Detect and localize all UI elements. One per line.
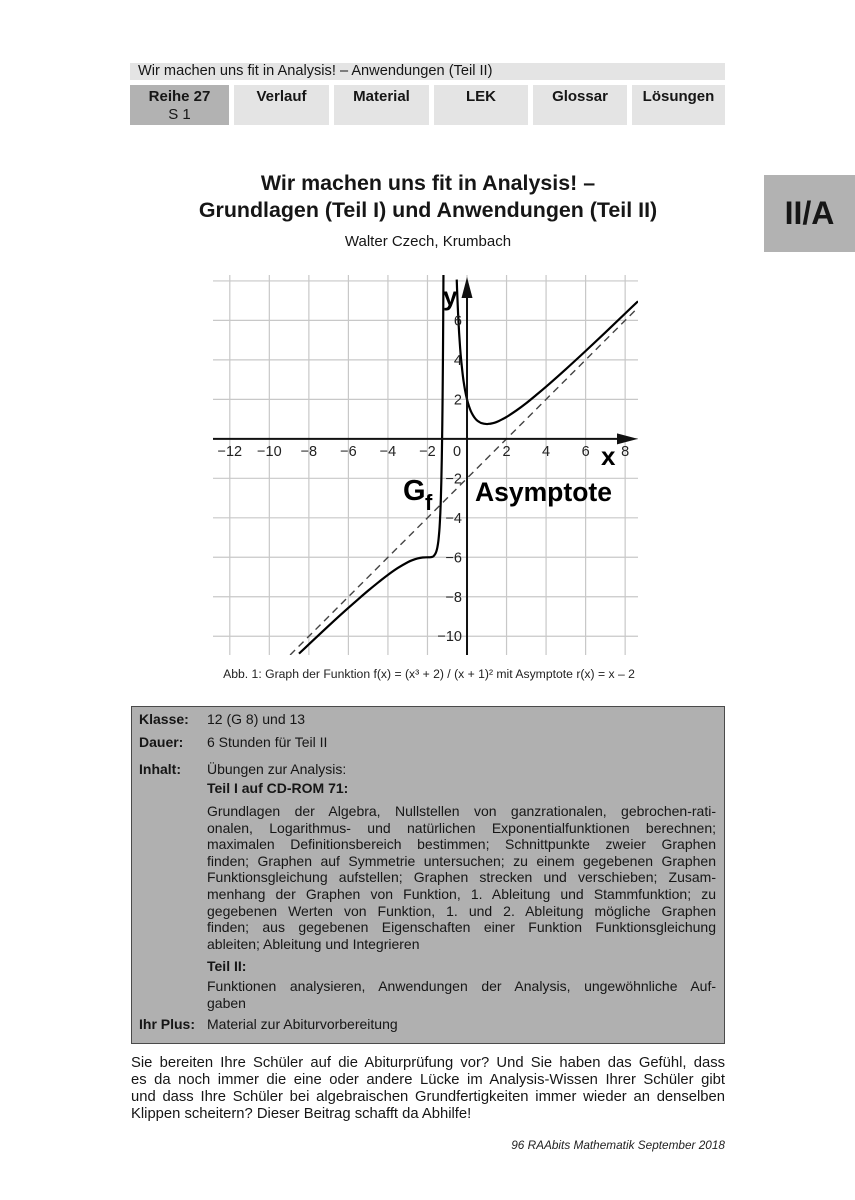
x-tick-label: 4 bbox=[542, 443, 551, 460]
nav-tab-reihe bbox=[130, 85, 229, 125]
intro-line: Sie bereiten Ihre Schüler auf die Abiturprüfung vor? Und Sie haben das Gefühl, dass bbox=[131, 1055, 725, 1071]
teil1-heading: Teil I auf CD-ROM 71: bbox=[207, 780, 349, 796]
y-tick-label: −8 bbox=[445, 589, 463, 606]
teil2-line: Funktionen analysieren, Anwendungen der Analysis, ungewöhnliche Auf- bbox=[207, 978, 716, 994]
teil1-line: menhang der Graphen von Funktion, 1. Ableitung und Stammfunktion; zu bbox=[207, 886, 716, 902]
info-box bbox=[131, 706, 725, 1044]
x-tick-label: −6 bbox=[340, 443, 357, 460]
teil1-line: ableiten; Ableitung und Integrieren bbox=[207, 935, 420, 952]
dauer-value: 6 Stunden für Teil II bbox=[207, 734, 328, 750]
nav-tab-reihe-label: Reihe 27 bbox=[148, 88, 211, 105]
x-tick-label: 6 bbox=[581, 443, 590, 460]
nav-tab-material-label: Material bbox=[353, 88, 410, 105]
asymptote-label: Asymptote bbox=[475, 477, 612, 507]
author: Walter Czech, Krumbach bbox=[344, 233, 512, 250]
y-tick-label: −6 bbox=[445, 550, 463, 567]
nav-tab-lek-label: LEK bbox=[466, 88, 496, 105]
x-tick-label: −4 bbox=[379, 443, 397, 460]
intro-line: Klippen scheitern? Dieser Beitrag schafft da Abhilfe! bbox=[131, 1106, 472, 1122]
x-tick-label: −10 bbox=[257, 443, 282, 460]
graph-label-subscript-f: f bbox=[425, 490, 433, 515]
x-tick-label: −12 bbox=[217, 443, 243, 460]
axes bbox=[213, 277, 638, 655]
teil1-line: finden; Graphen auf Symmetrie untersuchen; zu einem gegebenen Graphen bbox=[207, 852, 716, 869]
intro-line: und dass Ihre Schüler bei algebraischen Grundfertigkeiten immer wieder an denselben bbox=[131, 1089, 725, 1105]
klasse-value: 12 (G 8) und 13 bbox=[207, 711, 306, 727]
y-tick-label: −2 bbox=[445, 471, 463, 488]
x-tick-label: 2 bbox=[502, 443, 511, 460]
teil1-line: Funktionsgleichung aufstellen; Graphen strecken und verschieben; Zusam- bbox=[207, 869, 716, 886]
nav-tab-material[interactable] bbox=[334, 85, 429, 125]
teil1-line: finden; aus gegebenen Eigenschaften einer Funktion Funktionsgleichung bbox=[207, 919, 716, 936]
inhalt-value: Übungen zur Analysis: bbox=[207, 761, 347, 777]
graph-branch-right bbox=[457, 280, 638, 424]
klasse-label: Klasse: bbox=[139, 711, 189, 727]
dauer-label: Dauer: bbox=[139, 734, 184, 750]
graph-label-g: G bbox=[403, 475, 426, 507]
function-graph bbox=[200, 265, 650, 660]
running-title: Wir machen uns fit in Analysis! – Anwendungen (Teil II) bbox=[130, 63, 725, 80]
nav-tab-loesungen-label: Lösungen bbox=[642, 88, 715, 105]
nav-tab-verlauf[interactable] bbox=[234, 85, 329, 125]
y-tick-label: −4 bbox=[445, 510, 463, 527]
x-tick-label: −8 bbox=[300, 443, 318, 460]
x-axis-label: x bbox=[601, 441, 616, 471]
teil2-heading: Teil II: bbox=[207, 958, 247, 974]
y-axis-label: y bbox=[443, 281, 458, 311]
teil1-line: gegebenen Werten von Funktion, 1. und 2. Ableitung mögliche Graphen bbox=[207, 902, 716, 919]
plus-value: Material zur Abiturvorbereitung bbox=[207, 1016, 398, 1032]
teil2-line: gaben bbox=[207, 995, 246, 1011]
nav-tab-glossar[interactable] bbox=[533, 85, 627, 125]
nav-tab-reihe-page: S 1 bbox=[168, 106, 191, 123]
x-tick-label: 0 bbox=[452, 443, 462, 460]
page-title-line-2: Grundlagen (Teil I) und Anwendungen (Teil II) bbox=[198, 198, 658, 222]
teil1-line: maximalen Definitionsbereich bestimmen; Schnittpunkte zweier Graphen bbox=[207, 836, 716, 853]
footer-issue: 96 RAAbits Mathematik September 2018 bbox=[511, 1138, 725, 1152]
section-tab: II/A bbox=[764, 175, 855, 252]
figure-caption: Abb. 1: Graph der Funktion f(x) = (x³ + 2) / (x + 1)² mit Asymptote r(x) = x – 2 bbox=[223, 667, 635, 681]
inhalt-label: Inhalt: bbox=[139, 761, 181, 777]
nav-tab-glossar-label: Glossar bbox=[552, 88, 608, 105]
x-tick-label: −2 bbox=[419, 443, 436, 460]
y-tick-label: 4 bbox=[453, 352, 463, 369]
y-tick-label: 6 bbox=[453, 313, 463, 330]
x-tick-label: 8 bbox=[621, 443, 630, 460]
intro-line: es da noch immer die eine oder andere Lücke im Analysis-Wissen Ihrer Schüler gibt bbox=[131, 1072, 725, 1088]
y-tick-label: −10 bbox=[437, 629, 463, 646]
grid bbox=[213, 275, 638, 655]
teil1-line: onalen, Logarithmus- und natürlichen Exponentialfunktionen berechnen; bbox=[207, 819, 716, 836]
x-axis-arrow-icon bbox=[617, 433, 638, 444]
y-tick-label: 2 bbox=[453, 392, 463, 409]
nav-tab-lek[interactable] bbox=[434, 85, 528, 125]
nav-tab-verlauf-label: Verlauf bbox=[256, 88, 307, 105]
plus-label: Ihr Plus: bbox=[139, 1016, 196, 1032]
teil1-line: Grundlagen der Algebra, Nullstellen von ganzrationalen, gebrochen-rati- bbox=[207, 803, 716, 819]
nav-tab-loesungen[interactable] bbox=[632, 85, 725, 125]
page-title-line-1: Wir machen uns fit in Analysis! – bbox=[260, 171, 596, 195]
y-axis-arrow-icon bbox=[462, 277, 473, 298]
